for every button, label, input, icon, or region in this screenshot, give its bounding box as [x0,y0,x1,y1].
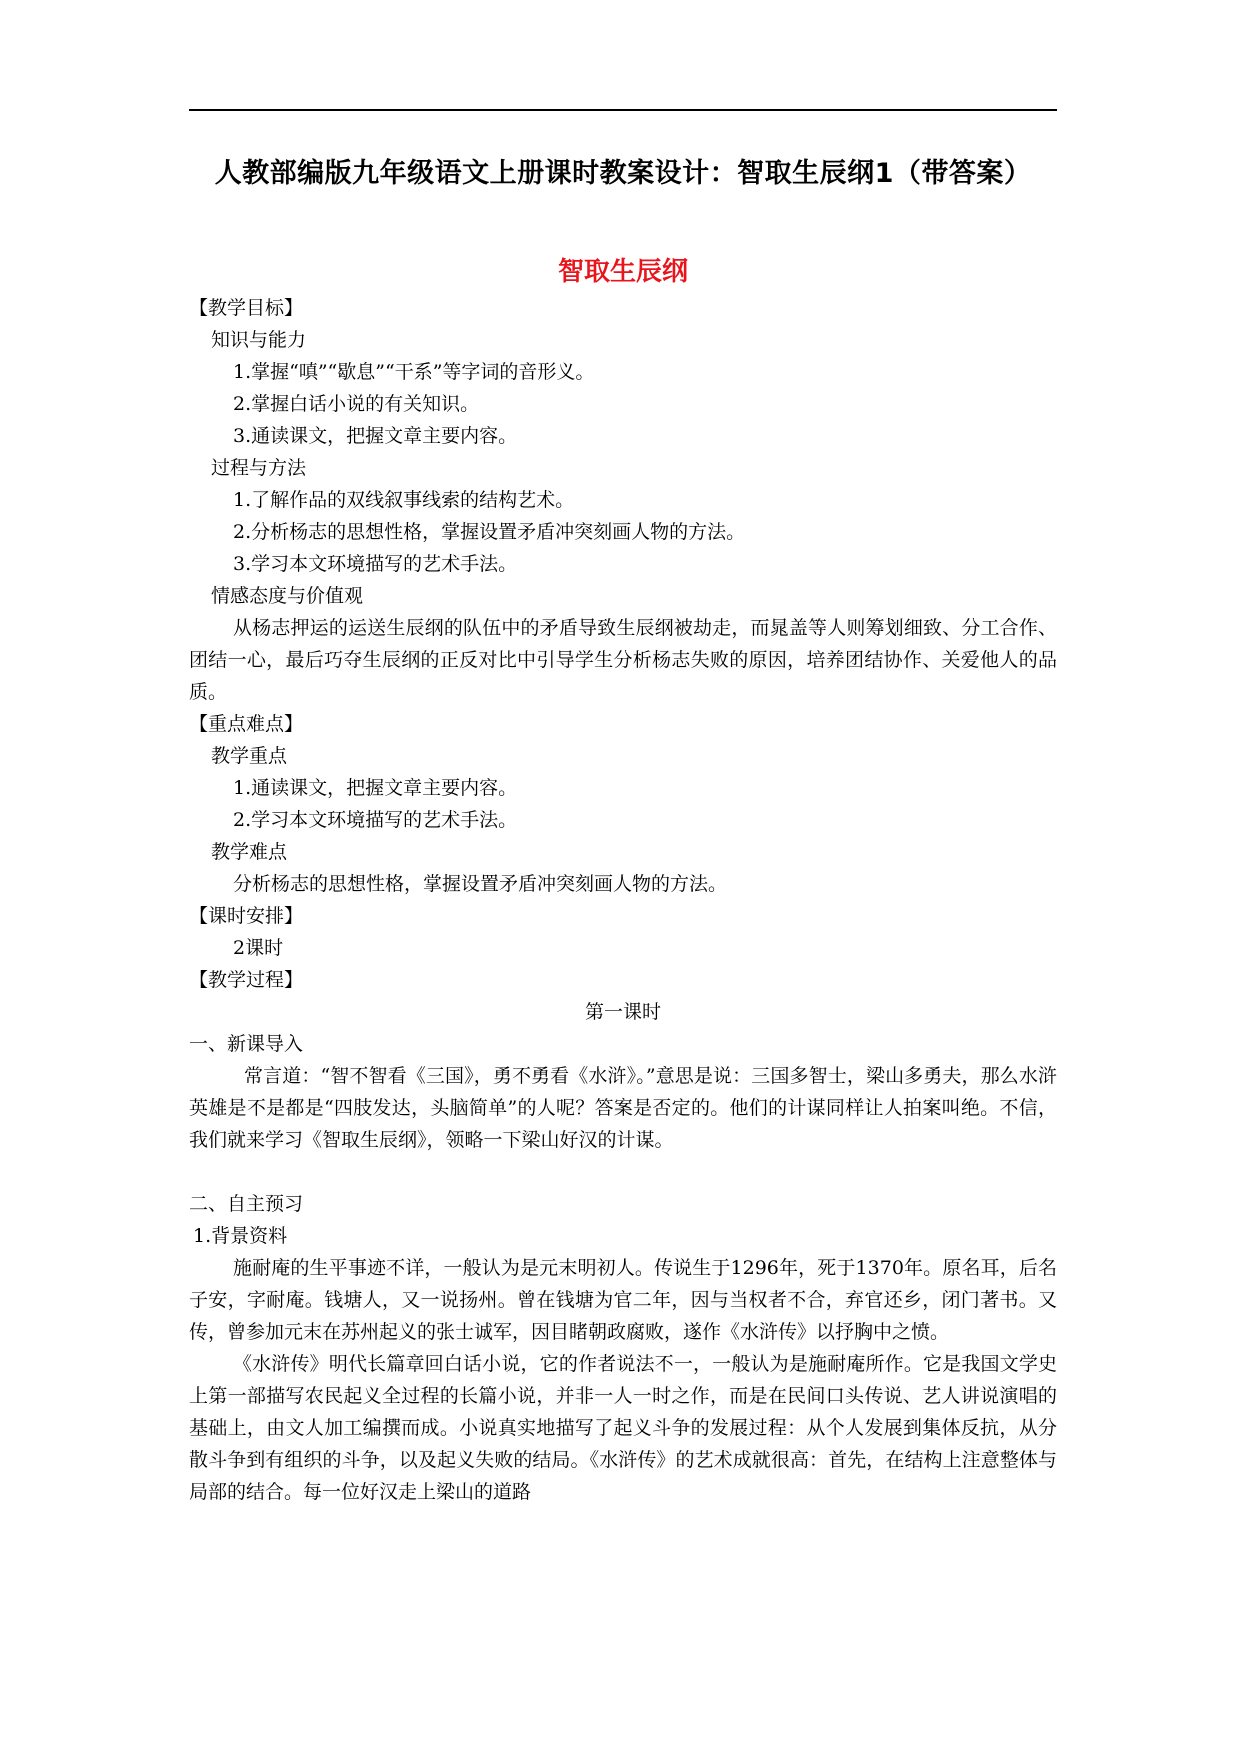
list-item: 3.学习本文环境描写的艺术手法。 [233,553,518,575]
lesson-subtitle: 智取生辰纲 [557,257,688,287]
list-item: 1.通读课文，把握文章主要内容。 [233,777,518,799]
list-item: 2.分析杨志的思想性格，掌握设置矛盾冲突刻画人物的方法。 [233,521,746,543]
section-heading-schedule: 【课时安排】 [189,905,304,927]
section-heading-goals: 【教学目标】 [189,297,304,319]
list-item: 2.学习本文环境描写的艺术手法。 [233,809,518,831]
paragraph-difficulty: 分析杨志的思想性格，掌握设置矛盾冲突刻画人物的方法。 [233,873,728,895]
document-title: 人教部编版九年级语文上册课时教案设计：智取生辰纲1（带答案） [214,158,1032,189]
header-rule [189,109,1057,111]
subheading-process: 过程与方法 [211,457,307,479]
subheading-key-difficulty: 教学难点 [211,841,288,863]
subheading-background: 1.背景资料 [193,1225,288,1247]
list-item: 1.掌握“嗔”“歇息”“干系”等字词的音形义。 [233,361,595,383]
list-item: 1.了解作品的双线叙事线索的结构艺术。 [233,489,575,511]
subheading-preview: 二、自主预习 [189,1193,304,1215]
spacer [189,1156,1057,1188]
document-body [189,292,1057,1508]
list-item: 2.掌握白话小说的有关知识。 [233,393,480,415]
subheading-knowledge: 知识与能力 [211,329,307,351]
schedule-text: 2课时 [233,937,284,959]
list-item: 3.通读课文，把握文章主要内容。 [233,425,518,447]
lesson-one-heading: 第一课时 [584,1001,661,1023]
paragraph-emotion: 从杨志押运的运送生辰纲的队伍中的矛盾导致生辰纲被劫走，而晁盖等人则筹划细致、分工合作、团结一心，最后巧夺生辰纲的正反对比中引导学生分析杨志失败的原因，培养团结协作、关爱他人的品质。 [189,617,1057,703]
subheading-key-focus: 教学重点 [211,745,288,767]
paragraph-background-1: 施耐庵的生平事迹不详，一般认为是元末明初人。传说生于1296年，死于1370年。原名耳，后名子安，字耐庵。钱塘人，又一说扬州。曾在钱塘为官二年，因与当权者不合，弃官还乡，闭门著书。又传，曾参加元末在苏州起义的张士诚军，因目睹朝政腐败，遂作《水浒传》以抒胸中之愤。 [189,1257,1057,1343]
subheading-emotion: 情感态度与价值观 [211,585,364,607]
paragraph-intro: 常言道：“智不智看《三国》，勇不勇看《水浒》。”意思是说：三国多智士，梁山多勇夫，那么水浒英雄是不是都是“四肢发达，头脑简单”的人呢？答案是否定的。他们的计谋同样让人拍案叫绝。不信，我们就来学习《智取生辰纲》，领略一下梁山好汉的计谋。 [189,1065,1057,1151]
section-heading-key: 【重点难点】 [189,713,304,735]
paragraph-background-2: 《水浒传》明代长篇章回白话小说，它的作者说法不一，一般认为是施耐庵所作。它是我国文学史上第一部描写农民起义全过程的长篇小说，并非一人一时之作，而是在民间口头传说、艺人讲说演唱的基础上，由文人加工编撰而成。小说真实地描写了起义斗争的发展过程：从个人发展到集体反抗，从分散斗争到有组织的斗争，以及起义失败的结局。《水浒传》的艺术成就很高：首先，在结构上注意整体与局部的结合。每一位好汉走上梁山的道路 [189,1353,1057,1503]
subheading-intro: 一、新课导入 [189,1033,304,1055]
section-heading-procedure: 【教学过程】 [189,969,304,991]
